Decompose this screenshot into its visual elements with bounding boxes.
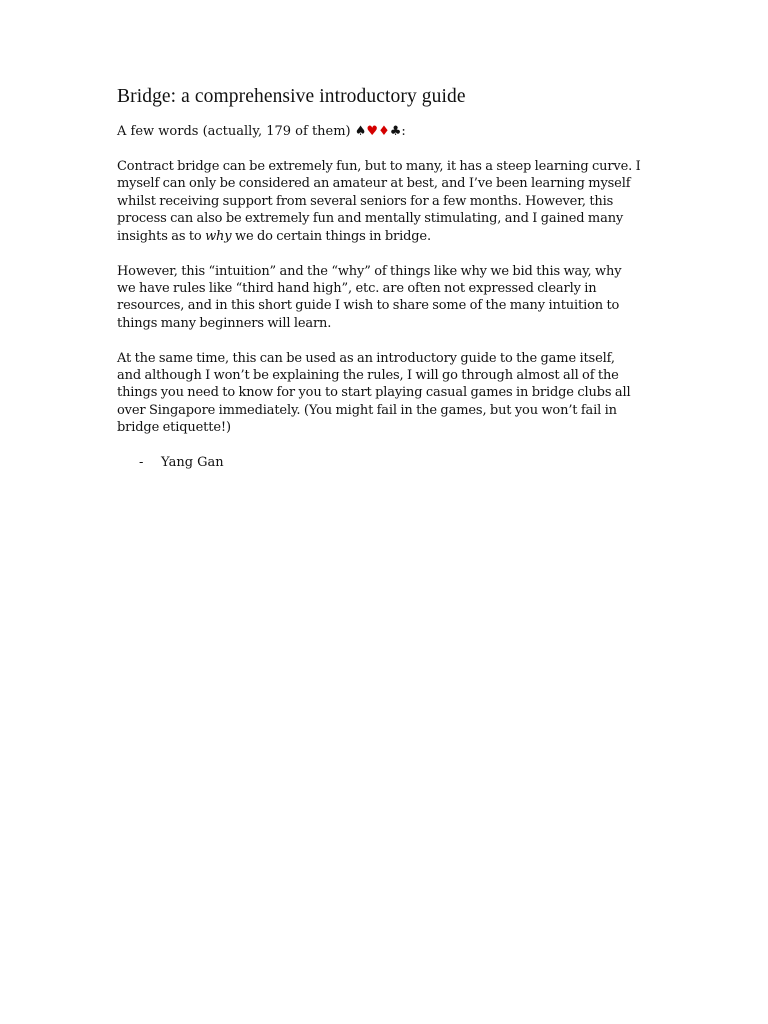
intro-prefix: A few words (actually, 179 of them): [117, 124, 355, 139]
paragraph-line: [117, 228, 662, 245]
document-title: Bridge: a comprehensive introductory guide: [117, 86, 466, 107]
emphasis-why: why: [205, 228, 232, 244]
paragraph-line: process can also be extremely fun and mentally stimulating, and I gained many: [117, 211, 624, 227]
club-icon: ♣: [389, 124, 402, 139]
spade-icon: ♠: [354, 124, 367, 139]
paragraph-line: myself can only be considered an amateur at best, and I’ve been learning myself: [117, 176, 631, 192]
paragraph-3: [117, 350, 662, 437]
heart-icon: ♥: [366, 124, 379, 139]
intro-suffix: :: [401, 124, 406, 139]
paragraph-line: we have rules like “third hand high”, etc. are often not expressed clearly in: [117, 280, 597, 296]
document-page: [117, 84, 662, 471]
line-text: insights as to: [117, 228, 206, 244]
paragraph-line: over Singapore immediately. (You might fail in the games, but you won’t fail in: [117, 402, 617, 418]
paragraph-line: At the same time, this can be used as an introductory guide to the game itself,: [117, 350, 615, 366]
signature: [117, 454, 662, 472]
intro-line: [117, 123, 662, 141]
paragraph-line: and although I won’t be explaining the rules, I will go through almost all of the: [117, 368, 619, 384]
paragraph-line: things you need to know for you to start playing casual games in bridge clubs all: [117, 385, 631, 401]
author-name: Yang Gan: [161, 454, 224, 470]
paragraph-1: [117, 158, 662, 245]
paragraph-line: resources, and in this short guide I wish to share some of the many intuition to: [117, 298, 620, 314]
paragraph-line: whilst receiving support from several seniors for a few months. However, this: [117, 193, 614, 209]
paragraph-line: things many beginners will learn.: [117, 315, 332, 331]
paragraph-line: However, this “intuition” and the “why” of things like why we bid this way, why: [117, 263, 622, 279]
signature-dash: -: [139, 454, 144, 470]
diamond-icon: ♦: [378, 124, 390, 139]
paragraph-line: Contract bridge can be extremely fun, but to many, it has a steep learning curve. I: [117, 159, 641, 174]
paragraph-2: [117, 263, 662, 333]
line-text: we do certain things in bridge.: [231, 228, 431, 244]
paragraph-line: bridge etiquette!): [117, 420, 231, 436]
